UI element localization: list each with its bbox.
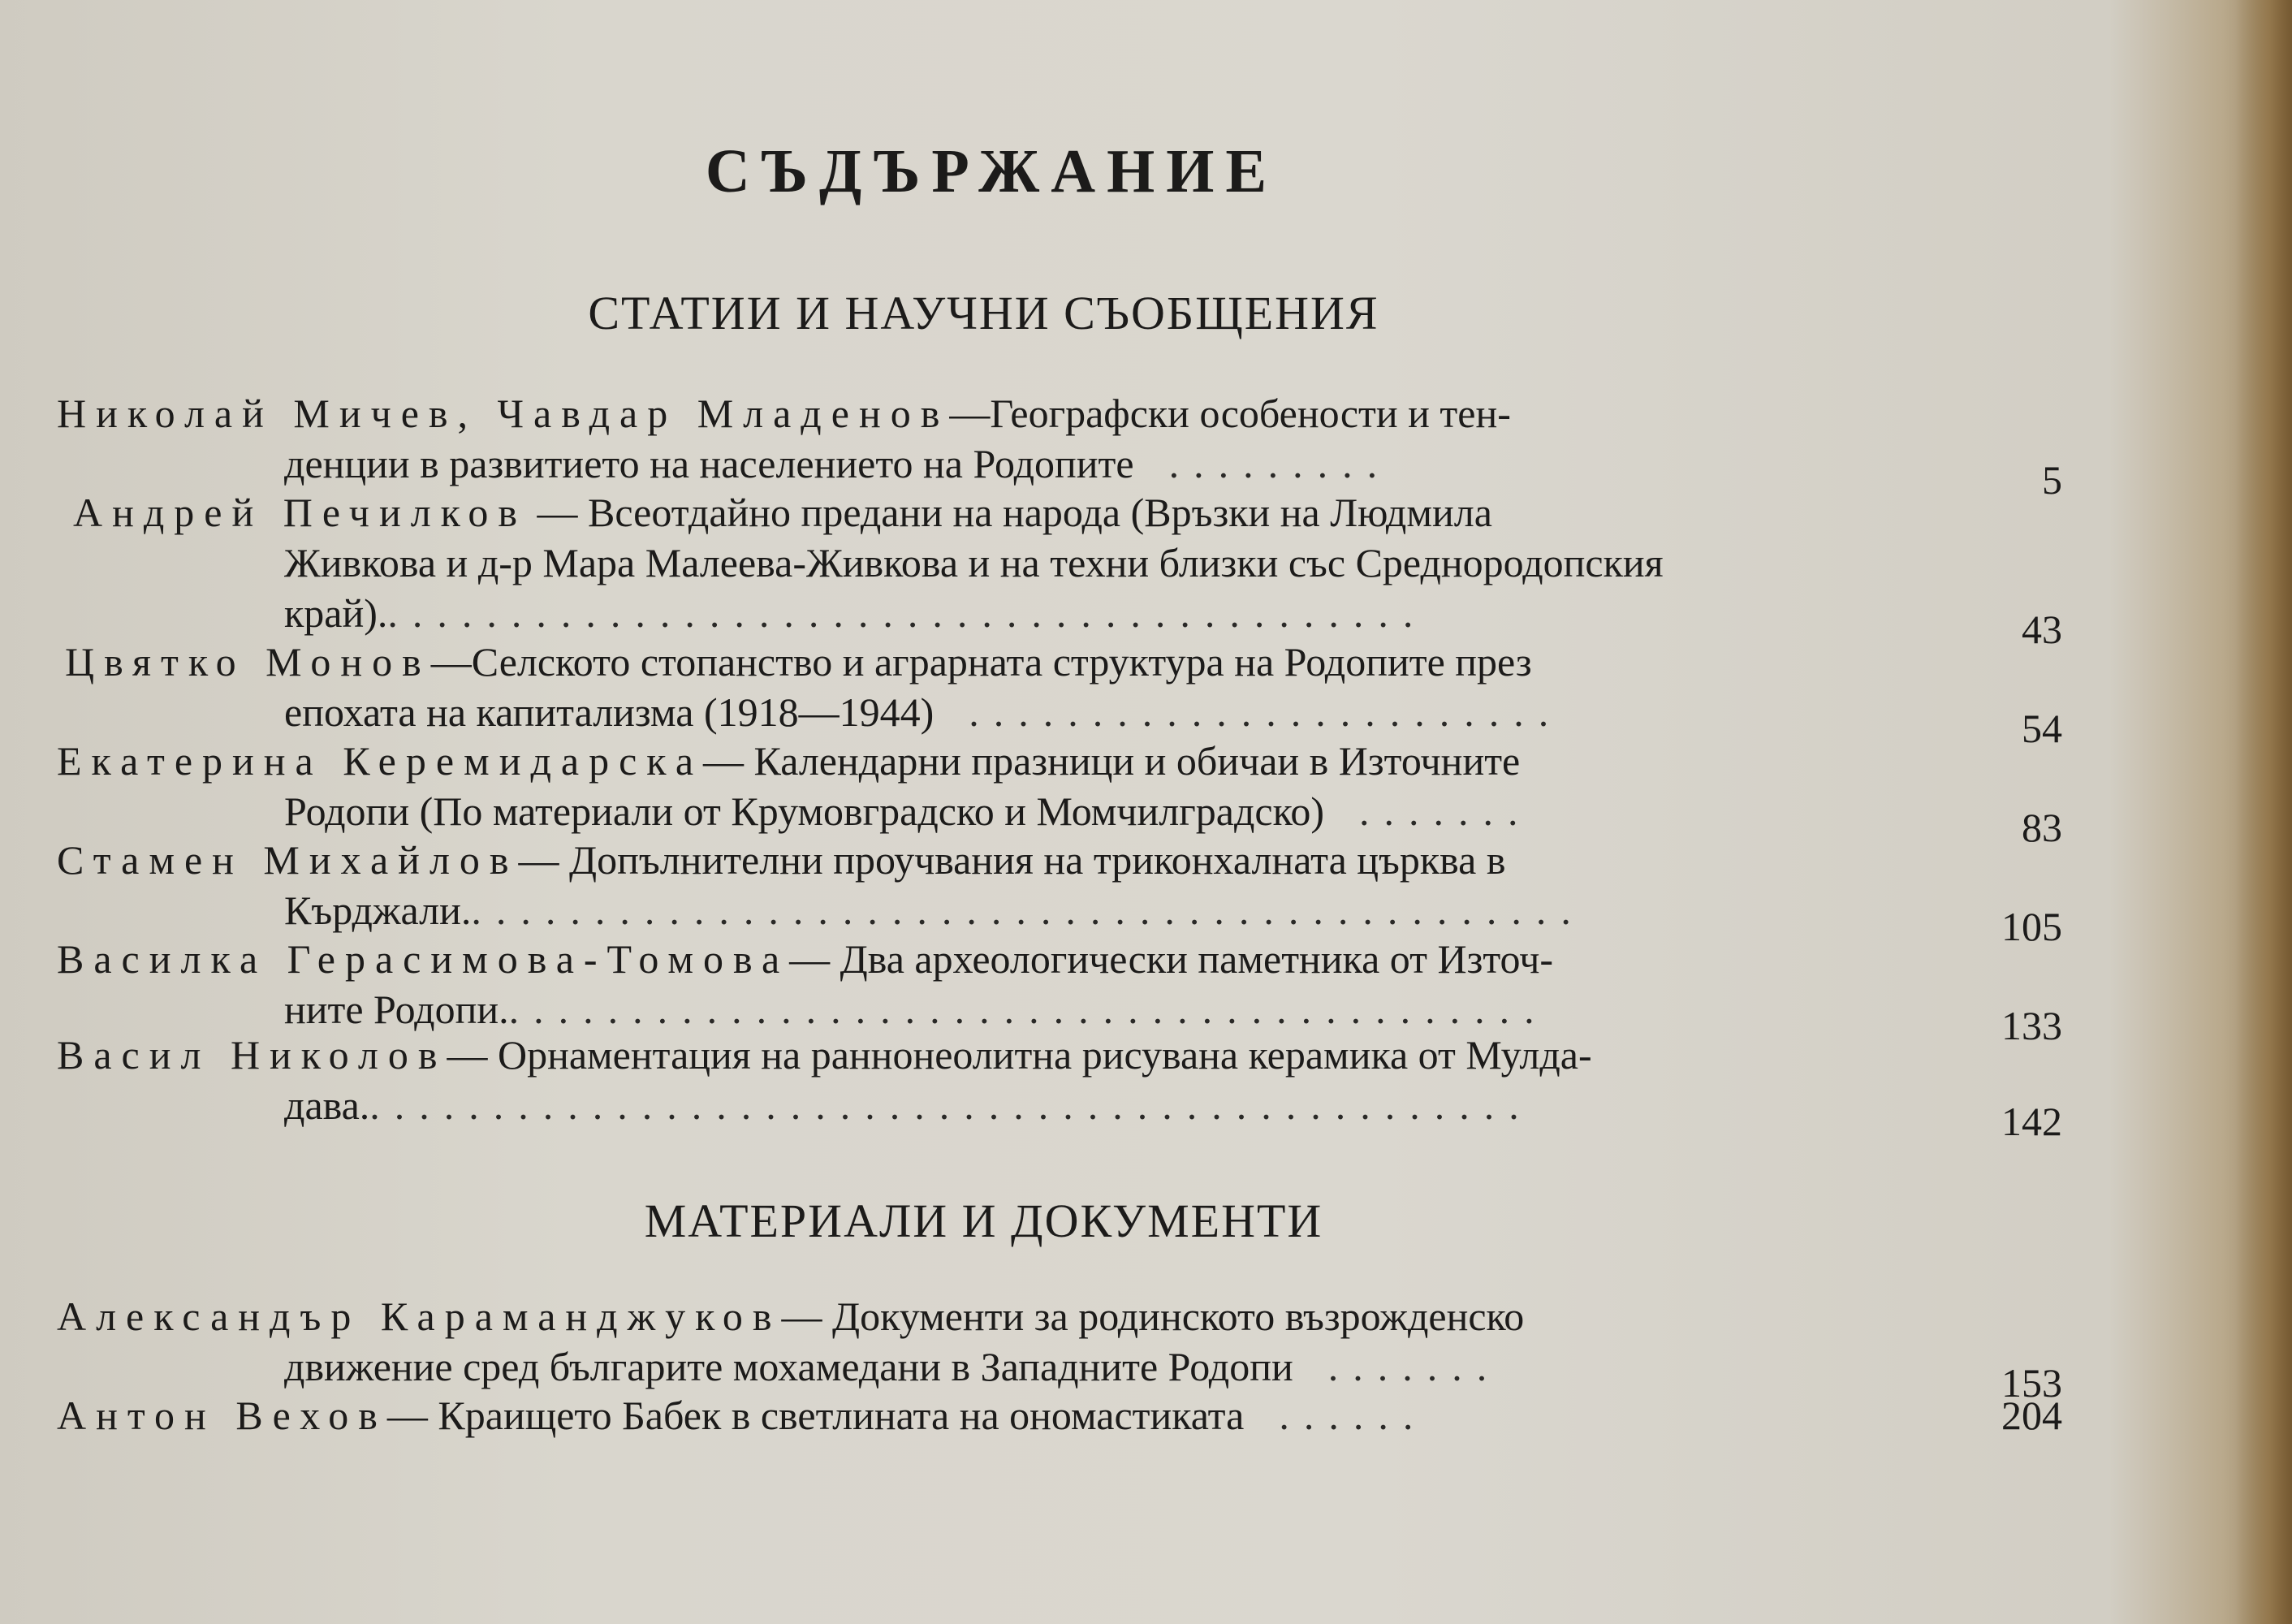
toc-entry-line <box>57 1030 2062 1080</box>
page-number: 105 <box>2001 904 2062 949</box>
toc-entry-line <box>57 588 2062 652</box>
page-number: 54 <box>2022 706 2062 751</box>
toc-dash: — <box>703 738 754 784</box>
toc-entry-line <box>57 934 2062 984</box>
dot-leader: ....... <box>1303 1344 1502 1389</box>
toc-author: Антон Вехов <box>57 1393 387 1438</box>
page-number: 204 <box>2001 1393 2062 1438</box>
section-heading-articles <box>0 286 2292 340</box>
toc-dash: — <box>386 1393 438 1438</box>
toc-title: денции в развитието на населението на Родопите <box>284 441 1134 486</box>
toc-author: Васил Николов <box>57 1032 447 1078</box>
toc-title: ните Родопи. <box>284 987 509 1032</box>
page-number: 133 <box>2001 1003 2062 1048</box>
toc-dash: — <box>949 391 991 436</box>
toc-title: край). <box>284 590 388 636</box>
toc-entry-line <box>57 637 2062 687</box>
toc-entry-line <box>57 487 2062 538</box>
dot-leader: .......................................... <box>387 590 1428 636</box>
toc-entry-line <box>57 736 2062 786</box>
toc-entry-line <box>57 984 2062 1048</box>
toc-author: Николай Мичев, Чавдар Младенов <box>57 391 950 436</box>
toc-title: Два археологически паметника от Източ- <box>840 936 1554 982</box>
toc-title: Кърджали. <box>284 888 472 933</box>
dot-leader: ........................ <box>943 689 1564 735</box>
toc-entry-line <box>57 1080 2062 1144</box>
toc-entry-line <box>57 388 2062 438</box>
page-number: 153 <box>2001 1360 2062 1406</box>
dot-leader: ......... <box>1144 441 1392 486</box>
toc-title: Календарни празници и обичаи в Източните <box>753 738 1521 784</box>
toc-title: дава. <box>284 1082 370 1128</box>
dot-leader: ...... <box>1254 1393 1428 1438</box>
toc-entry <box>57 934 2062 1048</box>
dot-leader: ............................................. <box>471 888 1586 933</box>
toc-entry-line <box>57 687 2062 751</box>
dot-leader: .......................................... <box>508 987 1549 1032</box>
toc-entry <box>57 736 2062 850</box>
toc-author: Александър Караманджуков <box>57 1294 782 1339</box>
toc-author: Екатерина Керемидарска <box>57 738 704 784</box>
toc-entry-line <box>57 438 2062 503</box>
toc-author: Цвятко Монов <box>65 639 431 685</box>
section-heading-text: МАТЕРИАЛИ И ДОКУМЕНТИ <box>644 1194 1323 1247</box>
toc-title: Документи за родинското възрожденско <box>832 1294 1525 1339</box>
dot-leader: ............................................... <box>369 1082 1534 1128</box>
toc-title: Орнаментация на раннонеолитна рисувана керамика от Мулда- <box>497 1032 1592 1078</box>
toc-entry <box>57 1030 2062 1144</box>
page-number: 5 <box>2042 457 2062 503</box>
toc-title: Живкова и д-р Мара Малеева-Живкова и на техни близки със Среднородопския <box>284 540 1664 585</box>
book-spine-shadow <box>2235 0 2292 1624</box>
toc-author: Василка Герасимова-Томова <box>57 936 790 982</box>
page-number: 142 <box>2001 1099 2062 1144</box>
toc-entry <box>57 637 2062 751</box>
toc-entry-line <box>57 786 2062 850</box>
dot-leader: ....... <box>1334 788 1533 834</box>
toc-dash: — <box>789 936 840 982</box>
page-number: 43 <box>2022 607 2062 652</box>
toc-entry-line <box>57 1390 2062 1440</box>
toc-dash: — <box>430 639 472 685</box>
section-heading-materials <box>0 1194 2292 1248</box>
toc-entry <box>57 1291 2062 1406</box>
toc-title: епохата на капитализма (1918—1944) <box>284 689 934 735</box>
toc-dash: — <box>447 1032 498 1078</box>
toc-entry <box>57 487 2062 652</box>
toc-title: Допълнителни проучвания на триконхалната църква в <box>569 837 1506 883</box>
toc-entry-line <box>57 835 2062 885</box>
toc-title: Селското стопанство и аграрната структура на Родопите през <box>471 639 1532 685</box>
toc-entry <box>57 1390 2062 1440</box>
toc-title: движение сред българите мохамедани в Западните Родопи <box>284 1344 1293 1389</box>
toc-entry <box>57 388 2062 503</box>
page-title <box>0 136 2292 207</box>
toc-title: Родопи (По материали от Крумовградско и Момчилградско) <box>284 788 1324 834</box>
toc-entry-line <box>57 885 2062 949</box>
page-number: 83 <box>2022 805 2062 850</box>
toc-title: Всеотдайно предани на народа (Връзки на Людмила <box>588 490 1492 535</box>
page-title-text: СЪДЪРЖАНИЕ <box>705 137 1279 205</box>
toc-entry-line <box>57 1291 2062 1341</box>
toc-title: Краището Бабек в светлината на ономастиката <box>438 1393 1245 1438</box>
toc-author: Стамен Михайлов <box>57 837 519 883</box>
section-heading-text: СТАТИИ И НАУЧНИ СЪОБЩЕНИЯ <box>588 287 1379 339</box>
toc-entry-line <box>57 1341 2062 1406</box>
toc-entry <box>57 835 2062 949</box>
toc-dash: — <box>527 490 589 535</box>
toc-author: Андрей Печилков <box>73 490 528 535</box>
toc-entry-line <box>57 538 2062 588</box>
toc-dash: — <box>518 837 570 883</box>
toc-dash: — <box>781 1294 833 1339</box>
toc-title: Географски особености и тен- <box>990 391 1511 436</box>
